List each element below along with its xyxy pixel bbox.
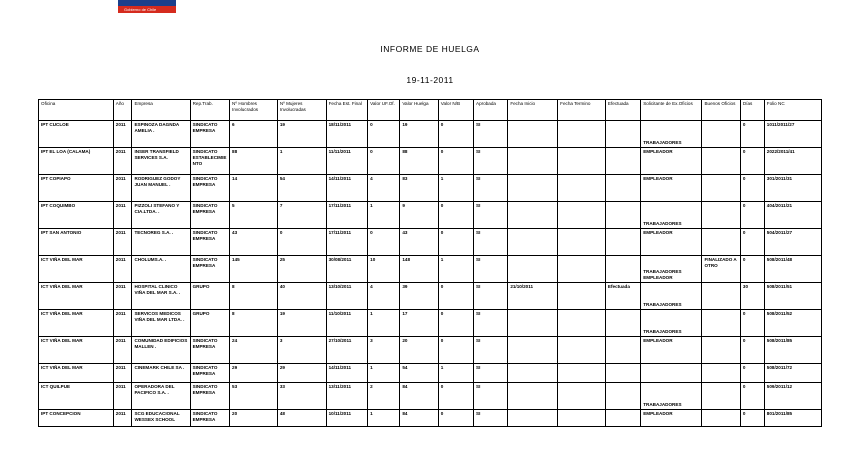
table-cell: ICT VIÑA DEL MAR — [39, 337, 114, 364]
table-cell — [508, 121, 558, 148]
table-cell: 2011 — [113, 337, 132, 364]
table-cell: FINALIZADO A OTRO — [702, 256, 740, 283]
table-cell: 2011 — [113, 148, 132, 175]
table-cell: GRUPO — [190, 283, 229, 310]
table-cell: TRABAJADORES — [641, 283, 702, 310]
table-cell: 11/10/2011 — [326, 310, 368, 337]
table-cell: 48 — [277, 410, 326, 427]
table-cell — [605, 202, 640, 229]
table-cell: SINDICATO EMPRESA — [190, 229, 229, 256]
table-cell: 0 — [740, 175, 764, 202]
table-cell: 24 — [230, 337, 278, 364]
table-cell: 17 — [400, 310, 438, 337]
table-cell: 301/2011/31 — [764, 175, 821, 202]
table-cell: TRABAJADORES — [641, 310, 702, 337]
column-header: Aprobada — [474, 100, 508, 121]
table-row — [39, 148, 822, 175]
table-cell: SINDICATO EMPRESA — [190, 337, 229, 364]
table-cell: SI — [474, 229, 508, 256]
table-cell: CINEMARK CHILE SA . — [132, 364, 190, 383]
table-cell: 4 — [368, 175, 400, 202]
table-cell: 3 — [368, 337, 400, 364]
table-cell: 40 — [277, 283, 326, 310]
table-cell: 39 — [400, 283, 438, 310]
table-cell: INSER TRANSFIELD SERVICES S.A. — [132, 148, 190, 175]
table-cell: HOSPITAL CLINICO VIÑA DEL MAR S.A. . — [132, 283, 190, 310]
table-cell: 2011 — [113, 283, 132, 310]
table-cell — [508, 310, 558, 337]
table-cell — [508, 229, 558, 256]
table-cell: 504/2011/27 — [764, 229, 821, 256]
table-cell: 2011 — [113, 310, 132, 337]
table-cell: IPT COQUIMBO — [39, 202, 114, 229]
table-cell: SI — [474, 310, 508, 337]
table-cell: 54 — [400, 364, 438, 383]
table-cell: 1 — [438, 256, 473, 283]
logo-text: Gobierno de Chile — [124, 7, 157, 12]
table-cell: TRABAJADORES — [641, 383, 702, 410]
table-cell: 1 — [277, 148, 326, 175]
table-cell: EMPLEADOR — [641, 229, 702, 256]
table-cell: IPT CONCEPCION — [39, 410, 114, 427]
table-cell: 14/11/2011 — [326, 364, 368, 383]
table-cell: EMPLEADOR — [641, 148, 702, 175]
column-header: Nº Mujeres Involucradas — [277, 100, 326, 121]
table-cell: 509/2011/12 — [764, 383, 821, 410]
table-cell: 9 — [400, 202, 438, 229]
table-cell: IPT CUCLOE — [39, 121, 114, 148]
table-cell: 2011 — [113, 229, 132, 256]
table-cell: 0 — [368, 148, 400, 175]
table-cell: 21/10/2011 — [508, 283, 558, 310]
table-cell: 30 — [740, 283, 764, 310]
table-row — [39, 256, 822, 283]
table-cell — [605, 310, 640, 337]
table-cell: 508/2011/51 — [764, 283, 821, 310]
table-cell — [605, 175, 640, 202]
table-cell: 1 — [368, 310, 400, 337]
table-cell: SINDICATO EMPRESA — [190, 202, 229, 229]
table-cell: 13/11/2011 — [326, 383, 368, 410]
table-cell: 0 — [740, 410, 764, 427]
table-cell — [702, 383, 740, 410]
table-cell: 508/2011/48 — [764, 256, 821, 283]
table-cell: SI — [474, 337, 508, 364]
column-header: Valor N/B — [438, 100, 473, 121]
column-header: Año — [113, 100, 132, 121]
table-cell: 0 — [740, 337, 764, 364]
table-cell: 0 — [740, 202, 764, 229]
table-cell — [508, 256, 558, 283]
table-cell: 0 — [438, 337, 473, 364]
table-cell — [702, 175, 740, 202]
table-row — [39, 121, 822, 148]
table-cell — [702, 229, 740, 256]
table-cell: TRABAJADORES — [641, 121, 702, 148]
table-cell: 801/2011/85 — [764, 410, 821, 427]
table-cell: 0 — [740, 148, 764, 175]
table-cell: 0 — [740, 383, 764, 410]
table-cell — [605, 337, 640, 364]
table-cell: COMUNIDAD EDIFICIOS MALLEN . — [132, 337, 190, 364]
table-cell — [702, 148, 740, 175]
table-cell: 14 — [230, 175, 278, 202]
table-cell: 0 — [438, 310, 473, 337]
table-cell: 2011 — [113, 121, 132, 148]
table-cell: ICT VIÑA DEL MAR — [39, 364, 114, 383]
table-cell: 30/08/2011 — [326, 256, 368, 283]
table-cell: 6 — [230, 121, 278, 148]
table-cell: EMPLEADOR — [641, 337, 702, 364]
table-header-row — [39, 100, 822, 121]
column-header: Valor Huelga — [400, 100, 438, 121]
table-cell: 17/11/2011 — [326, 202, 368, 229]
table-cell: 508/2011/85 — [764, 337, 821, 364]
table-cell: 19 — [277, 310, 326, 337]
table-cell: 1011/2011/27 — [764, 121, 821, 148]
table-cell: 1 — [368, 410, 400, 427]
table-cell — [558, 121, 606, 148]
table-cell: 88 — [230, 148, 278, 175]
table-cell: 0 — [740, 121, 764, 148]
table-cell — [558, 148, 606, 175]
table-cell: 2011 — [113, 364, 132, 383]
table-cell: 0 — [438, 383, 473, 410]
table-cell: 2011 — [113, 175, 132, 202]
table-cell: SINDICATO EMPRESA — [190, 383, 229, 410]
table-cell — [702, 364, 740, 383]
table-cell — [702, 337, 740, 364]
table-cell: 54 — [277, 175, 326, 202]
table-cell — [558, 175, 606, 202]
table-cell: 0 — [438, 121, 473, 148]
table-cell: 145 — [230, 256, 278, 283]
table-cell: 0 — [740, 364, 764, 383]
table-cell — [605, 121, 640, 148]
table-cell: IPT COPIAPO — [39, 175, 114, 202]
table-cell: SI — [474, 364, 508, 383]
column-header: Folio NC — [764, 100, 821, 121]
table-cell: 43 — [400, 229, 438, 256]
table-cell: PIZZOLI STEFANO Y CIA.LTDA. . — [132, 202, 190, 229]
table-cell: 0 — [438, 410, 473, 427]
table-cell: 0 — [438, 229, 473, 256]
table-cell: 0 — [438, 148, 473, 175]
table-cell: 7 — [277, 202, 326, 229]
table-cell: 83 — [400, 175, 438, 202]
table-cell: SI — [474, 410, 508, 427]
table-cell: 2011 — [113, 410, 132, 427]
table-cell: SI — [474, 202, 508, 229]
table-cell: 404/2011/21 — [764, 202, 821, 229]
table-cell: 53 — [230, 383, 278, 410]
table-cell — [605, 256, 640, 283]
table-cell: 0 — [368, 121, 400, 148]
table-cell: 1 — [438, 364, 473, 383]
table-row — [39, 229, 822, 256]
table-cell: 19 — [277, 121, 326, 148]
column-header: Rep.Trab. — [190, 100, 229, 121]
table-cell — [641, 364, 702, 383]
table-cell: 0 — [740, 256, 764, 283]
gobierno-de-chile-logo — [118, 0, 176, 13]
table-cell — [558, 310, 606, 337]
table-cell: 29 — [277, 364, 326, 383]
table-cell: IPT EL LOA (CALAMA) — [39, 148, 114, 175]
table-cell — [702, 410, 740, 427]
table-cell — [508, 175, 558, 202]
table-cell — [702, 310, 740, 337]
table-cell: EMPLEADOR — [641, 175, 702, 202]
table-cell: 19 — [400, 121, 438, 148]
table-cell — [558, 364, 606, 383]
table-cell: SINDICATO ESTABLECIMIENTO — [190, 148, 229, 175]
table-cell: 13/10/2011 — [326, 283, 368, 310]
column-header: Valor UF.Of. — [368, 100, 400, 121]
table-cell — [508, 383, 558, 410]
table-cell: SI — [474, 383, 508, 410]
table-cell: ICT QUILPUE — [39, 383, 114, 410]
column-header: Nº Hombres Involucrados — [230, 100, 278, 121]
table-cell: ICT VIÑA DEL MAR — [39, 256, 114, 283]
table-cell — [605, 229, 640, 256]
table-cell — [605, 383, 640, 410]
table-cell: 2011 — [113, 256, 132, 283]
table-cell — [558, 383, 606, 410]
column-header: Fecha Inicio — [508, 100, 558, 121]
table-cell: SI — [474, 256, 508, 283]
table-cell: 508/2011/72 — [764, 364, 821, 383]
table-cell: Efectuada — [605, 283, 640, 310]
column-header: Días — [740, 100, 764, 121]
table-row — [39, 175, 822, 202]
table-cell: 0 — [740, 310, 764, 337]
table-cell: 2 — [368, 383, 400, 410]
table-cell: 5 — [230, 202, 278, 229]
table-cell: 43 — [230, 229, 278, 256]
table-cell — [508, 364, 558, 383]
table-cell: 20 — [400, 337, 438, 364]
table-cell — [605, 364, 640, 383]
table-cell: 33 — [277, 383, 326, 410]
table-cell: 0 — [368, 229, 400, 256]
table-cell — [558, 229, 606, 256]
column-header: Oficina — [39, 100, 114, 121]
table-cell — [558, 337, 606, 364]
table-cell: SERVICOS MEDICOS VIÑA DEL MAR LTDA. . — [132, 310, 190, 337]
table-cell: ESPINOZA DAGNDA AMELIA . — [132, 121, 190, 148]
table-cell: 2011 — [113, 383, 132, 410]
table-cell: SINDICATO EMPRESA — [190, 175, 229, 202]
table-cell: 2011 — [113, 202, 132, 229]
table-cell: 4 — [368, 283, 400, 310]
table-cell: EMPLEADOR — [641, 410, 702, 427]
table-cell: 25 — [277, 256, 326, 283]
table-cell: SI — [474, 175, 508, 202]
table-cell: 8 — [230, 310, 278, 337]
table-cell: 2022/2011/41 — [764, 148, 821, 175]
table-cell — [508, 337, 558, 364]
table-cell: IPT SAN ANTONIO — [39, 229, 114, 256]
table-row — [39, 283, 822, 310]
column-header: Empresa — [132, 100, 190, 121]
table-cell: 3 — [277, 337, 326, 364]
table-cell: 29 — [230, 364, 278, 383]
report-date: 19-11-2011 — [406, 75, 454, 85]
table-cell: 84 — [400, 410, 438, 427]
table-cell — [558, 202, 606, 229]
strike-report-table — [38, 99, 822, 427]
table-cell: 10/11/2011 — [326, 410, 368, 427]
table-cell — [508, 410, 558, 427]
table-cell — [702, 283, 740, 310]
table-cell — [558, 256, 606, 283]
table-cell: ICT VIÑA DEL MAR — [39, 310, 114, 337]
table-cell: 0 — [740, 229, 764, 256]
table-cell: 508/2011/52 — [764, 310, 821, 337]
table-cell: 1 — [368, 364, 400, 383]
table-cell: 27/10/2011 — [326, 337, 368, 364]
table-cell: SINDICATO EMPRESA — [190, 121, 229, 148]
table-row — [39, 383, 822, 410]
table-cell: 20 — [230, 410, 278, 427]
table-cell: 0 — [438, 202, 473, 229]
table-row — [39, 364, 822, 383]
table-cell: SINDICATO EMPRESA — [190, 410, 229, 427]
table-cell: GRUPO — [190, 310, 229, 337]
table-cell — [605, 148, 640, 175]
table-cell: 18/11/2011 — [326, 121, 368, 148]
table-row — [39, 202, 822, 229]
table-row — [39, 410, 822, 427]
table-cell — [508, 148, 558, 175]
table-cell: SINDICATO EMPRESA — [190, 256, 229, 283]
table-cell: 14/11/2011 — [326, 175, 368, 202]
table-cell: SI — [474, 283, 508, 310]
table-cell: SINDICATO EMPRESA — [190, 364, 229, 383]
table-row — [39, 337, 822, 364]
table-cell: SI — [474, 121, 508, 148]
table-cell: 88 — [400, 148, 438, 175]
table-cell: 1 — [368, 202, 400, 229]
table-cell: TECNOREG S.A. . — [132, 229, 190, 256]
table-cell: SCG EDUCACIONAL WESSEX SCHOOL — [132, 410, 190, 427]
column-header: Solicitante de Ex.Oficios — [641, 100, 702, 121]
table-cell: ICT VIÑA DEL MAR — [39, 283, 114, 310]
table-cell: TRABAJADORES EMPLEADOR — [641, 256, 702, 283]
table-cell: RODRIGUEZ GODOY JUAN MANUEL . — [132, 175, 190, 202]
table-cell — [702, 202, 740, 229]
table-cell — [508, 202, 558, 229]
table-cell: 0 — [438, 283, 473, 310]
column-header: Fecha Est. Final — [326, 100, 368, 121]
table-cell: OPERADORA DEL PACIFICO S.A. . — [132, 383, 190, 410]
table-cell — [702, 121, 740, 148]
table-row — [39, 310, 822, 337]
table-cell: 0 — [277, 229, 326, 256]
table-cell — [605, 410, 640, 427]
table-cell: 8 — [230, 283, 278, 310]
table-cell: 10 — [368, 256, 400, 283]
table-cell: 1 — [438, 175, 473, 202]
table-cell: 11/11/2011 — [326, 148, 368, 175]
column-header: Efectuada — [605, 100, 640, 121]
table-cell: CHOLUMS.A. . — [132, 256, 190, 283]
table-cell — [558, 283, 606, 310]
report-title: INFORME DE HUELGA — [380, 44, 480, 54]
column-header: Buenos Oficios — [702, 100, 740, 121]
table-cell: TRABAJADORES — [641, 202, 702, 229]
table-cell — [558, 410, 606, 427]
table-cell: 148 — [400, 256, 438, 283]
table-cell: SI — [474, 148, 508, 175]
table-cell: 84 — [400, 383, 438, 410]
column-header: Fecha Termino — [558, 100, 606, 121]
table-cell: 17/11/2011 — [326, 229, 368, 256]
